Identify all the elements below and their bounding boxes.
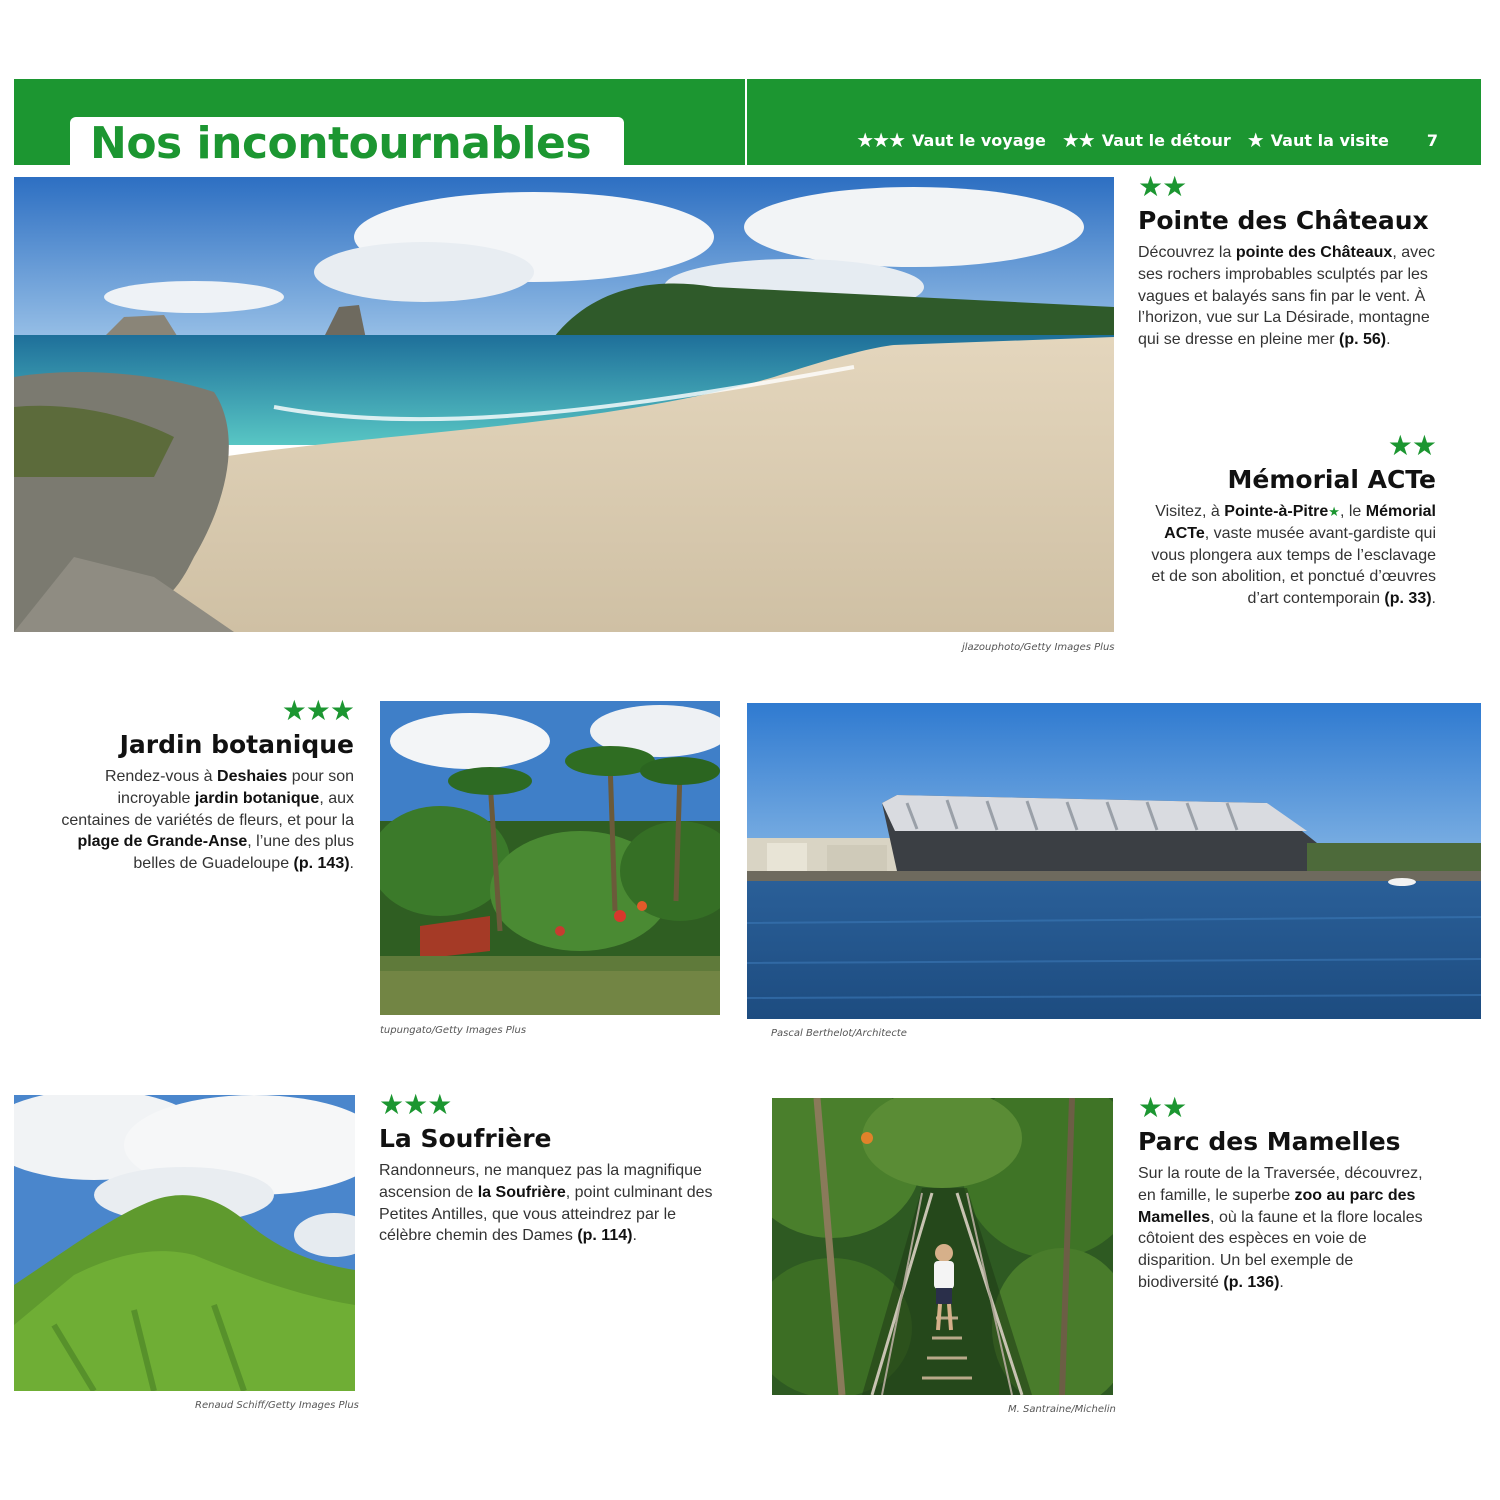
entry-jardin-botanique — [54, 696, 354, 875]
page-title: Nos incontournables — [90, 118, 592, 169]
photo-credit: jlazouphoto/Getty Images Plus — [962, 642, 1115, 653]
rating-legend — [856, 126, 1438, 154]
photo-credit: Pascal Berthelot/Architecte — [771, 1028, 907, 1039]
star-icon: ★ — [1328, 504, 1340, 519]
photo-credit: Renaud Schiff/Getty Images Plus — [195, 1400, 359, 1411]
photo-jardin-botanique — [380, 701, 720, 1015]
legend-label: Vaut le détour — [1101, 130, 1231, 150]
photo-credit: tupungato/Getty Images Plus — [380, 1025, 527, 1036]
page-spine — [745, 79, 747, 165]
two-stars-icon: ★★ — [1138, 1092, 1187, 1123]
photo-la-soufriere — [14, 1095, 355, 1391]
entry-title: Mémorial ACTe — [1227, 465, 1436, 494]
photo-credit: M. Santraine/Michelin — [1008, 1404, 1116, 1415]
entry-description: Rendez-vous à Deshaies pour son incroyable jardin botanique, aux centaines de variétés de fleurs, et pour la plage de Grande-Anse, l’une des plus belles de Guadeloupe (p. 143). — [61, 768, 354, 873]
photo-parc-des-mamelles — [772, 1098, 1113, 1395]
one-star-icon: ★ — [1246, 128, 1263, 152]
three-stars-icon: ★★★ — [379, 1089, 452, 1120]
entry-description: Sur la route de la Traversée, découvrez, en famille, le superbe zoo au parc des Mamelles, où la faune et la flore locales côtoient des espèces en voie de disparition. Un bel exemple de biodiversité (p. 136). — [1138, 1165, 1423, 1291]
two-stars-icon: ★★ — [1061, 128, 1094, 152]
two-stars-icon: ★★ — [1138, 171, 1187, 202]
page-number: 7 — [1426, 130, 1438, 150]
legend-label: Vaut le voyage — [912, 130, 1046, 150]
entry-title: La Soufrière — [379, 1124, 552, 1153]
legend-three-stars — [856, 128, 1046, 152]
three-stars-icon: ★★★ — [281, 695, 354, 726]
legend-label: Vaut la visite — [1270, 130, 1389, 150]
entry-title: Jardin botanique — [119, 730, 354, 759]
entry-description: Découvrez la pointe des Châteaux, avec ses rochers improbables sculptés par les vagues et balayés sans fin par le vent. À l’horizon, vue sur La Désirade, montagne qui se dresse en pleine mer (p. 56). — [1138, 244, 1435, 349]
entry-title: Parc des Mamelles — [1138, 1127, 1401, 1156]
entry-la-soufriere — [379, 1090, 724, 1247]
two-stars-icon: ★★ — [1387, 430, 1436, 461]
entry-pointe-des-chateaux — [1138, 172, 1438, 351]
entry-memorial-acte — [1136, 431, 1436, 610]
legend-one-star — [1247, 128, 1389, 152]
entry-parc-des-mamelles — [1138, 1093, 1438, 1294]
three-stars-icon: ★★★ — [856, 128, 905, 152]
entry-title: Pointe des Châteaux — [1138, 206, 1429, 235]
entry-description: Randonneurs, ne manquez pas la magnifique ascension de la Soufrière, point culminant des Petites Antilles, que vous atteindrez par le célèbre chemin des Dames (p. 114). — [379, 1162, 713, 1245]
photo-pointe-des-chateaux — [14, 177, 1114, 632]
legend-two-stars — [1062, 128, 1231, 152]
entry-description: Visitez, à Pointe-à-Pitre★, le Mémorial ACTe, vaste musée avant-gardiste qui vous plongera aux temps de l’esclavage et de son abolition, et ponctué d’œuvres d’art contemporain (p. 33). — [1151, 503, 1436, 608]
photo-memorial-acte — [747, 703, 1481, 1019]
